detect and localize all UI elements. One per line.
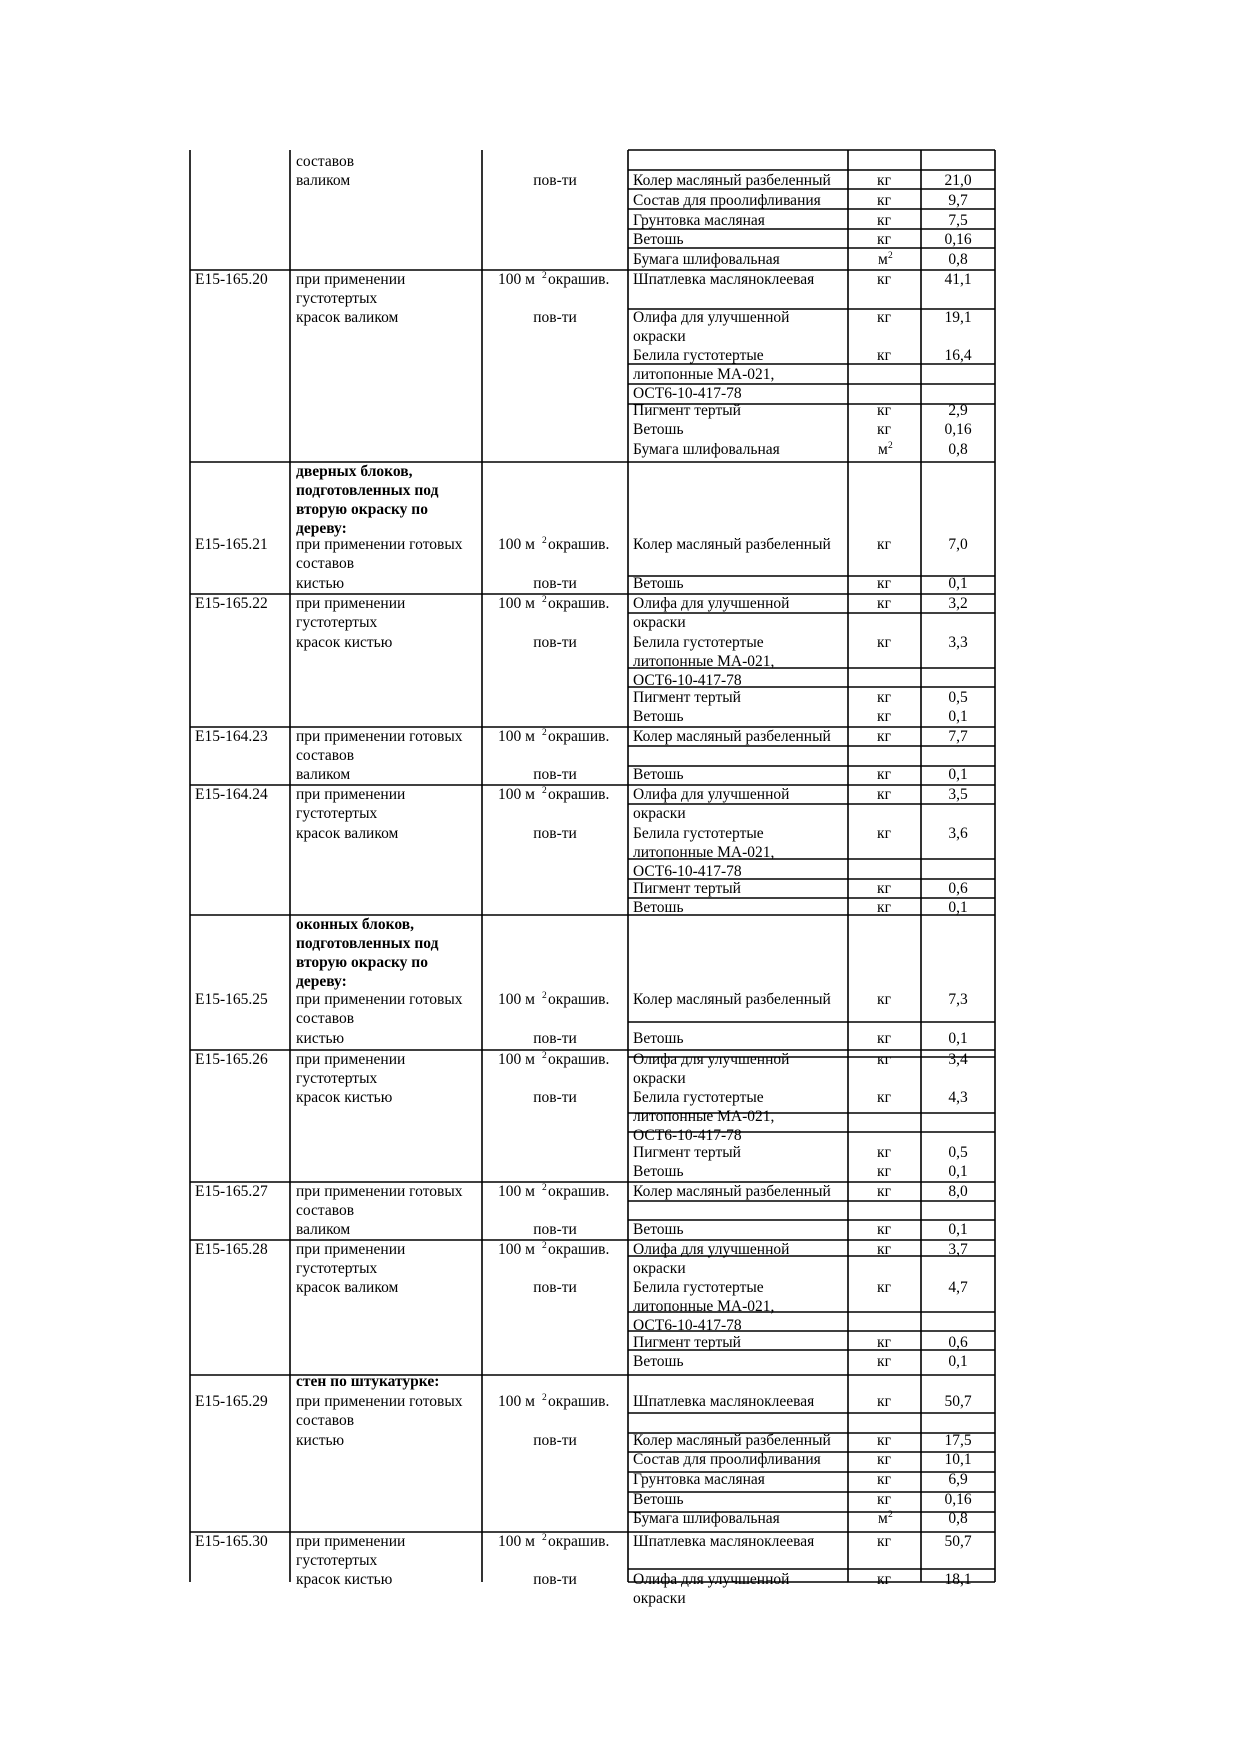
unit-kg: кг: [877, 1451, 891, 1468]
unit-part: 2: [888, 251, 893, 261]
material-name: Грунтовка масляная: [633, 212, 765, 229]
unit-kg: кг: [877, 880, 891, 897]
section-header: дереву:: [296, 973, 347, 990]
material-name: Колер масляный разбеленный: [633, 1183, 831, 1200]
material-name: литопонные МА-021,: [633, 653, 775, 670]
material-name: Ветошь: [633, 231, 684, 248]
work-description: составов: [296, 1202, 355, 1219]
unit-part: м: [878, 251, 888, 268]
position-code: Е15-165.22: [195, 595, 268, 612]
unit-kg: кг: [877, 421, 891, 438]
unit-part: окрашив.: [548, 1183, 610, 1200]
material-name: Олифа для улучшенной: [633, 309, 790, 326]
position-code: Е15-164.24: [195, 786, 268, 803]
table-grid: [190, 150, 995, 1582]
material-name: Белила густотертые: [633, 634, 764, 651]
unit-kg: кг: [877, 1183, 891, 1200]
work-description: валиком: [296, 766, 351, 783]
material-quantity: 0,6: [948, 1334, 968, 1351]
work-description: составов: [296, 1412, 355, 1429]
material-name: Белила густотертые: [633, 1279, 764, 1296]
material-quantity: 16,4: [944, 347, 972, 364]
section-header: подготовленных под: [296, 935, 439, 952]
material-quantity: 0,16: [944, 1491, 972, 1508]
work-description: валиком: [296, 172, 351, 189]
position-code: Е15-165.29: [195, 1393, 268, 1410]
unit-part: окрашив.: [548, 991, 610, 1008]
work-description: при применении: [296, 595, 406, 612]
material-name: Ветошь: [633, 708, 684, 725]
work-description: красок валиком: [296, 825, 399, 842]
position-code: Е15-165.28: [195, 1241, 268, 1258]
material-name: окраски: [633, 1070, 686, 1087]
material-name: Шпатлевка масляноклеевая: [633, 1533, 815, 1550]
work-description: валиком: [296, 1221, 351, 1238]
unit-100m2: [498, 786, 609, 803]
unit-kg: кг: [877, 728, 891, 745]
material-quantity: 19,1: [944, 309, 972, 326]
unit-part: окрашив.: [548, 536, 610, 553]
material-quantity: 0,6: [948, 880, 968, 897]
unit-part: 100 м: [498, 595, 535, 612]
unit-kg: кг: [877, 634, 891, 651]
unit-kg: кг: [877, 1221, 891, 1238]
work-description: при применении готовых: [296, 728, 463, 745]
section-header: стен по штукатурке:: [296, 1373, 440, 1390]
material-name: Ветошь: [633, 766, 684, 783]
material-name: Олифа для улучшенной: [633, 786, 790, 803]
unit-part: окрашив.: [548, 728, 610, 745]
unit-part: 2: [542, 595, 547, 605]
unit-part: 2: [542, 1241, 547, 1251]
unit-kg: кг: [877, 899, 891, 916]
unit-pov: пов-ти: [533, 1030, 577, 1047]
unit-part: 2: [542, 1183, 547, 1193]
work-description: при применении: [296, 1533, 406, 1550]
material-quantity: 7,3: [948, 991, 968, 1008]
unit-kg: кг: [877, 212, 891, 229]
unit-part: 2: [888, 1510, 893, 1520]
position-code: Е15-165.25: [195, 991, 268, 1008]
unit-kg: кг: [877, 536, 891, 553]
unit-part: 2: [542, 1533, 547, 1543]
material-quantity: 0,8: [948, 251, 968, 268]
material-name: Ветошь: [633, 1221, 684, 1238]
unit-kg: кг: [877, 1279, 891, 1296]
material-name: Пигмент тертый: [633, 689, 741, 706]
material-quantity: 0,1: [948, 1163, 968, 1180]
material-name: окраски: [633, 1590, 686, 1607]
unit-part: 2: [542, 786, 547, 796]
unit-100m2: [498, 728, 609, 745]
work-description: густотертых: [296, 1260, 378, 1277]
material-name: литопонные МА-021,: [633, 844, 775, 861]
work-description: при применении готовых: [296, 536, 463, 553]
work-description: густотертых: [296, 1552, 378, 1569]
unit-part: 2: [542, 991, 547, 1001]
material-name: Белила густотертые: [633, 347, 764, 364]
material-name: Белила густотертые: [633, 1089, 764, 1106]
unit-pov: пов-ти: [533, 634, 577, 651]
material-quantity: 18,1: [944, 1571, 972, 1588]
work-description: при применении готовых: [296, 1183, 463, 1200]
material-name: Колер масляный разбеленный: [633, 172, 831, 189]
material-name: Пигмент тертый: [633, 1334, 741, 1351]
unit-part: м: [878, 441, 888, 458]
material-name: Бумага шлифовальная: [633, 441, 780, 458]
work-description: при применении: [296, 271, 406, 288]
material-name: Состав для проолифливания: [633, 192, 821, 209]
material-name: Ветошь: [633, 421, 684, 438]
material-name: Бумага шлифовальная: [633, 1510, 780, 1527]
unit-m2: [878, 1510, 893, 1527]
unit-kg: кг: [877, 1393, 891, 1410]
material-quantity: 4,7: [948, 1279, 968, 1296]
unit-pov: пов-ти: [533, 172, 577, 189]
unit-part: окрашив.: [548, 1393, 610, 1410]
unit-kg: кг: [877, 708, 891, 725]
material-name: Колер масляный разбеленный: [633, 1432, 831, 1449]
material-quantity: 17,5: [944, 1432, 972, 1449]
material-quantity: 0,5: [948, 1144, 968, 1161]
unit-part: окрашив.: [548, 1533, 610, 1550]
material-quantity: 0,16: [944, 421, 972, 438]
material-name: Олифа для улучшенной: [633, 1241, 790, 1258]
material-quantity: 0,1: [948, 766, 968, 783]
unit-kg: кг: [877, 1334, 891, 1351]
material-name: Пигмент тертый: [633, 1144, 741, 1161]
material-name: окраски: [633, 805, 686, 822]
work-description: красок кистью: [296, 634, 393, 651]
unit-kg: кг: [877, 1471, 891, 1488]
unit-m2: [878, 251, 893, 268]
section-header: подготовленных под: [296, 482, 439, 499]
unit-kg: кг: [877, 1353, 891, 1370]
material-quantity: 0,1: [948, 708, 968, 725]
unit-part: м: [878, 1510, 888, 1527]
material-name: ОСТ6-10-417-78: [633, 385, 742, 402]
work-description: кистью: [296, 575, 345, 592]
unit-kg: кг: [877, 231, 891, 248]
material-quantity: 8,0: [948, 1183, 968, 1200]
unit-kg: кг: [877, 595, 891, 612]
material-quantity: 7,0: [948, 536, 968, 553]
unit-pov: пов-ти: [533, 766, 577, 783]
unit-kg: кг: [877, 192, 891, 209]
unit-part: 2: [542, 728, 547, 738]
unit-kg: кг: [877, 575, 891, 592]
material-name: Колер масляный разбеленный: [633, 536, 831, 553]
work-description: густотертых: [296, 805, 378, 822]
work-description: красок кистью: [296, 1571, 393, 1588]
material-name: Ветошь: [633, 575, 684, 592]
work-description: густотертых: [296, 1070, 378, 1087]
material-quantity: 4,3: [948, 1089, 968, 1106]
material-quantity: 0,1: [948, 575, 968, 592]
material-name: Колер масляный разбеленный: [633, 991, 831, 1008]
unit-part: 100 м: [498, 271, 535, 288]
material-quantity: 0,8: [948, 441, 968, 458]
unit-part: 100 м: [498, 1533, 535, 1550]
unit-100m2: [498, 1241, 609, 1258]
material-name: Белила густотертые: [633, 825, 764, 842]
unit-100m2: [498, 595, 609, 612]
unit-part: окрашив.: [548, 595, 610, 612]
unit-pov: пов-ти: [533, 1571, 577, 1588]
work-description: кистью: [296, 1432, 345, 1449]
material-name: Пигмент тертый: [633, 880, 741, 897]
unit-100m2: [498, 271, 609, 288]
material-quantity: 3,6: [948, 825, 968, 842]
unit-100m2: [498, 536, 609, 553]
unit-pov: пов-ти: [533, 1089, 577, 1106]
material-name: окраски: [633, 328, 686, 345]
work-description: кистью: [296, 1030, 345, 1047]
material-name: Шпатлевка масляноклеевая: [633, 1393, 815, 1410]
unit-kg: кг: [877, 1432, 891, 1449]
unit-part: окрашив.: [548, 1051, 610, 1068]
work-description: при применении готовых: [296, 1393, 463, 1410]
unit-100m2: [498, 1051, 609, 1068]
unit-part: окрашив.: [548, 786, 610, 803]
material-quantity: 3,7: [948, 1241, 968, 1258]
work-description: при применении: [296, 1241, 406, 1258]
position-code: Е15-164.23: [195, 728, 268, 745]
material-quantity: 0,1: [948, 1030, 968, 1047]
material-quantity: 0,16: [944, 231, 972, 248]
material-name: Состав для проолифливания: [633, 1451, 821, 1468]
material-quantity: 7,5: [948, 212, 968, 229]
section-header: вторую окраску по: [296, 954, 428, 971]
material-quantity: 3,4: [948, 1051, 968, 1068]
unit-kg: кг: [877, 1163, 891, 1180]
unit-kg: кг: [877, 1571, 891, 1588]
position-code: Е15-165.30: [195, 1533, 268, 1550]
unit-kg: кг: [877, 1533, 891, 1550]
material-name: Пигмент тертый: [633, 402, 741, 419]
position-code: Е15-165.26: [195, 1051, 268, 1068]
section-header: дереву:: [296, 520, 347, 537]
material-name: окраски: [633, 1260, 686, 1277]
material-name: Бумага шлифовальная: [633, 251, 780, 268]
unit-100m2: [498, 1533, 609, 1550]
work-description: составов: [296, 747, 355, 764]
unit-part: 100 м: [498, 1393, 535, 1410]
unit-part: окрашив.: [548, 271, 610, 288]
material-name: литопонные МА-021,: [633, 366, 775, 383]
unit-part: 100 м: [498, 786, 535, 803]
work-description: составов: [296, 153, 355, 170]
unit-m2: [878, 441, 893, 458]
work-description: при применении готовых: [296, 991, 463, 1008]
material-quantity: 0,8: [948, 1510, 968, 1527]
work-description: густотертых: [296, 290, 378, 307]
material-quantity: 21,0: [944, 172, 972, 189]
unit-pov: пов-ти: [533, 1279, 577, 1296]
material-name: ОСТ6-10-417-78: [633, 1127, 742, 1144]
material-quantity: 0,5: [948, 689, 968, 706]
material-name: литопонные МА-021,: [633, 1108, 775, 1125]
work-description: при применении: [296, 1051, 406, 1068]
material-name: Олифа для улучшенной: [633, 1571, 790, 1588]
unit-pov: пов-ти: [533, 575, 577, 592]
material-quantity: 9,7: [948, 192, 968, 209]
unit-part: 100 м: [498, 1051, 535, 1068]
material-name: Ветошь: [633, 1163, 684, 1180]
work-description: составов: [296, 555, 355, 572]
unit-kg: кг: [877, 1241, 891, 1258]
unit-100m2: [498, 1393, 609, 1410]
unit-part: окрашив.: [548, 1241, 610, 1258]
unit-kg: кг: [877, 786, 891, 803]
work-description: густотертых: [296, 614, 378, 631]
material-name: Ветошь: [633, 1353, 684, 1370]
unit-100m2: [498, 1183, 609, 1200]
material-name: ОСТ6-10-417-78: [633, 863, 742, 880]
material-name: литопонные МА-021,: [633, 1298, 775, 1315]
unit-part: 2: [542, 271, 547, 281]
table-cells: [195, 153, 972, 1607]
material-quantity: 50,7: [944, 1533, 972, 1550]
material-name: Колер масляный разбеленный: [633, 728, 831, 745]
material-quantity: 0,1: [948, 1221, 968, 1238]
unit-kg: кг: [877, 1030, 891, 1047]
work-description: красок валиком: [296, 309, 399, 326]
unit-kg: кг: [877, 309, 891, 326]
material-quantity: 3,3: [948, 634, 968, 651]
material-quantity: 10,1: [944, 1451, 972, 1468]
work-description: красок валиком: [296, 1279, 399, 1296]
position-code: Е15-165.21: [195, 536, 268, 553]
unit-part: 100 м: [498, 536, 535, 553]
work-description: красок кистью: [296, 1089, 393, 1106]
material-quantity: 6,9: [948, 1471, 968, 1488]
position-code: Е15-165.27: [195, 1183, 268, 1200]
material-name: Шпатлевка масляноклеевая: [633, 271, 815, 288]
unit-kg: кг: [877, 1051, 891, 1068]
material-quantity: 3,2: [948, 595, 968, 612]
position-code: Е15-165.20: [195, 271, 268, 288]
unit-kg: кг: [877, 1089, 891, 1106]
unit-part: 2: [542, 1051, 547, 1061]
unit-kg: кг: [877, 825, 891, 842]
unit-kg: кг: [877, 991, 891, 1008]
unit-part: 2: [888, 441, 893, 451]
unit-part: 100 м: [498, 991, 535, 1008]
material-name: Ветошь: [633, 1491, 684, 1508]
unit-kg: кг: [877, 766, 891, 783]
material-quantity: 0,1: [948, 899, 968, 916]
material-name: Ветошь: [633, 1030, 684, 1047]
unit-kg: кг: [877, 1144, 891, 1161]
unit-pov: пов-ти: [533, 825, 577, 842]
material-quantity: 3,5: [948, 786, 968, 803]
unit-part: 2: [542, 536, 547, 546]
unit-pov: пов-ти: [533, 309, 577, 326]
material-quantity: 7,7: [948, 728, 968, 745]
work-description: составов: [296, 1010, 355, 1027]
unit-pov: пов-ти: [533, 1432, 577, 1449]
unit-kg: кг: [877, 402, 891, 419]
material-name: Ветошь: [633, 899, 684, 916]
material-quantity: 50,7: [944, 1393, 972, 1410]
unit-part: 100 м: [498, 1183, 535, 1200]
material-name: ОСТ6-10-417-78: [633, 1317, 742, 1334]
unit-100m2: [498, 991, 609, 1008]
unit-kg: кг: [877, 347, 891, 364]
unit-kg: кг: [877, 271, 891, 288]
unit-part: 2: [542, 1393, 547, 1403]
material-name: Олифа для улучшенной: [633, 595, 790, 612]
unit-kg: кг: [877, 172, 891, 189]
unit-part: 100 м: [498, 1241, 535, 1258]
section-header: вторую окраску по: [296, 501, 428, 518]
material-name: Олифа для улучшенной: [633, 1051, 790, 1068]
material-quantity: 41,1: [944, 271, 972, 288]
section-header: оконных блоков,: [296, 916, 414, 933]
material-name: ОСТ6-10-417-78: [633, 672, 742, 689]
material-name: Грунтовка масляная: [633, 1471, 765, 1488]
section-header: дверных блоков,: [296, 463, 413, 480]
unit-kg: кг: [877, 1491, 891, 1508]
material-name: окраски: [633, 614, 686, 631]
unit-kg: кг: [877, 689, 891, 706]
work-description: при применении: [296, 786, 406, 803]
material-quantity: 2,9: [948, 402, 968, 419]
unit-part: 100 м: [498, 728, 535, 745]
material-quantity: 0,1: [948, 1353, 968, 1370]
unit-pov: пов-ти: [533, 1221, 577, 1238]
